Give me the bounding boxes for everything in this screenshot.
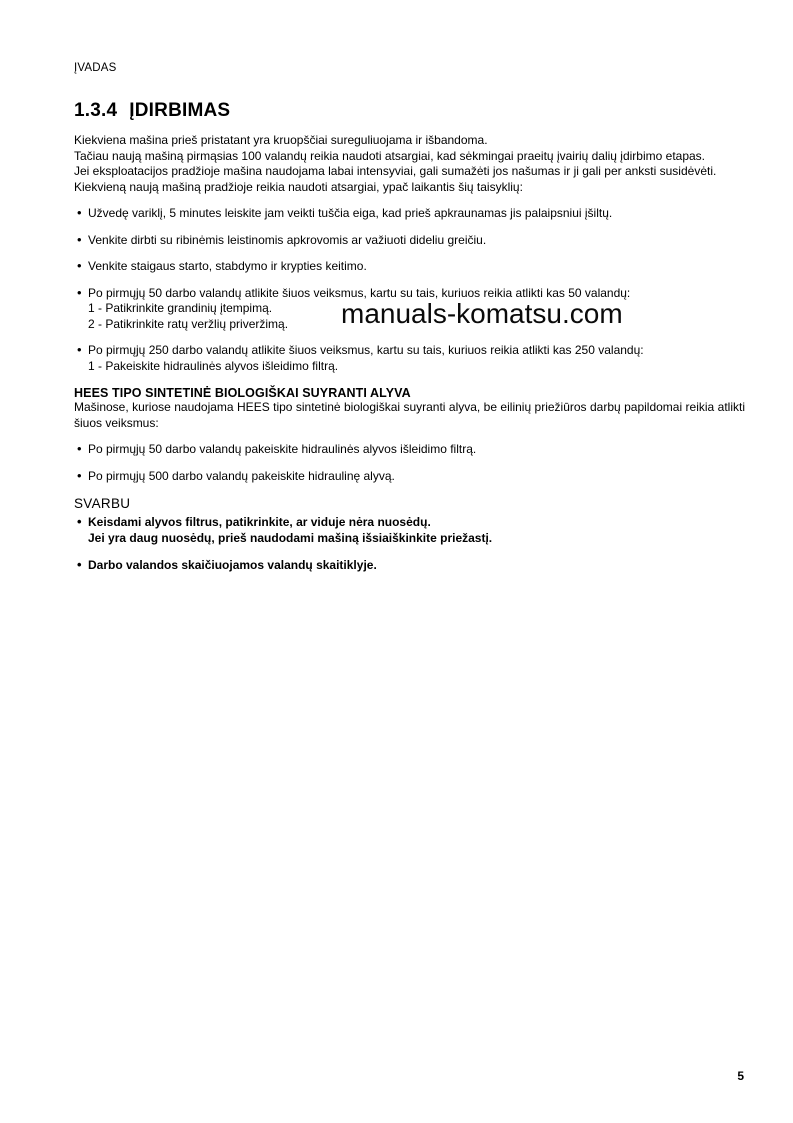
hees-bullet-1: • Po pirmųjų 50 darbo valandų pakeiskite hidraulinės alyvos išleidimo filtrą. (74, 442, 745, 458)
intro-paragraph-4: Kiekvieną naują mašiną pradžioje reikia naudoti atsargiai, ypač laikantis šių taisyklių: (74, 179, 523, 194)
rule-bullet-5: • Po pirmųjų 250 darbo valandų atlikite šiuos veiksmus, kartu su tais, kuriuos reikia atlikti kas 250 valandų: (74, 343, 745, 359)
document-header: ĮVADAS (74, 62, 117, 74)
page-number: 5 (737, 1069, 744, 1083)
intro-paragraph-1: Kiekviena mašina prieš pristatant yra kruopščiai sureguliuojama ir išbandoma. (74, 133, 488, 147)
rule-bullet-5-subitem-1: 1 - Pakeiskite hidraulinės alyvos išleidimo filtrą. (88, 358, 339, 373)
rule-bullet-3: • Venkite staigaus starto, stabdymo ir krypties keitimo. (74, 259, 745, 275)
rule-bullet-4-subitem-2: 2 - Patikrinkite ratų veržlių priveržimą. (88, 316, 289, 331)
svarbu-bullet-1-line-2: Jei yra daug nuosėdų, prieš naudodami mašiną išsiaiškinkite priežastį. (88, 530, 493, 545)
rule-bullet-4: • Po pirmųjų 50 darbo valandų atlikite šiuos veiksmus, kartu su tais, kuriuos reikia atlikti kas 50 valandų: (74, 286, 745, 302)
svarbu-bullet-1-line-1: Keisdami alyvos filtrus, patikrinkite, ar viduje nėra nuosėdų. (88, 515, 431, 529)
svarbu-heading: SVARBU (74, 496, 131, 511)
svarbu-bullet-2: • Darbo valandos skaičiuojamos valandų skaitiklyje. (74, 558, 745, 574)
hees-paragraph: Mašinose, kuriose naudojama HEES tipo sintetinė biologiškai suyranti alyva, be eilinių priežiūros darbų papildomai reikia atlikti šiuos veiksmus: (74, 400, 745, 430)
intro-paragraph-2: Tačiau naują mašiną pirmąsias 100 valandų reikia naudoti atsargiai, kad sėkmingai praeitų įvairių dalių įdirbimo etapas. (74, 148, 706, 163)
watermark: manuals-komatsu.com (341, 298, 623, 329)
rule-bullet-2: • Venkite dirbti su ribinėmis leistinomis apkrovomis ar važiuoti dideliu greičiu. (74, 233, 745, 249)
rule-bullet-4-subitem-1: 1 - Patikrinkite grandinių įtempimą. (88, 301, 273, 315)
section-number: 1.3.4 (74, 100, 118, 121)
rule-bullet-1: • Užvedę variklį, 5 minutes leiskite jam veikti tuščia eiga, kad prieš apkraunamas jis palaipsniui įšiltų. (74, 206, 745, 222)
intro-paragraph-3: Jei eksploatacijos pradžioje mašina naudojama labai intensyviai, gali sumažėti jos našumas ir ji gali per anksti susidėvėti. (74, 164, 717, 178)
hees-heading: HEES TIPO SINTETINĖ BIOLOGIŠKAI SUYRANTI ALYVA (74, 386, 411, 400)
hees-bullet-2: • Po pirmųjų 500 darbo valandų pakeiskite hidraulinę alyvą. (74, 469, 745, 485)
svarbu-bullet-1 (74, 515, 745, 546)
section-heading (74, 100, 745, 122)
section-title: ĮDIRBIMAS (129, 100, 231, 121)
